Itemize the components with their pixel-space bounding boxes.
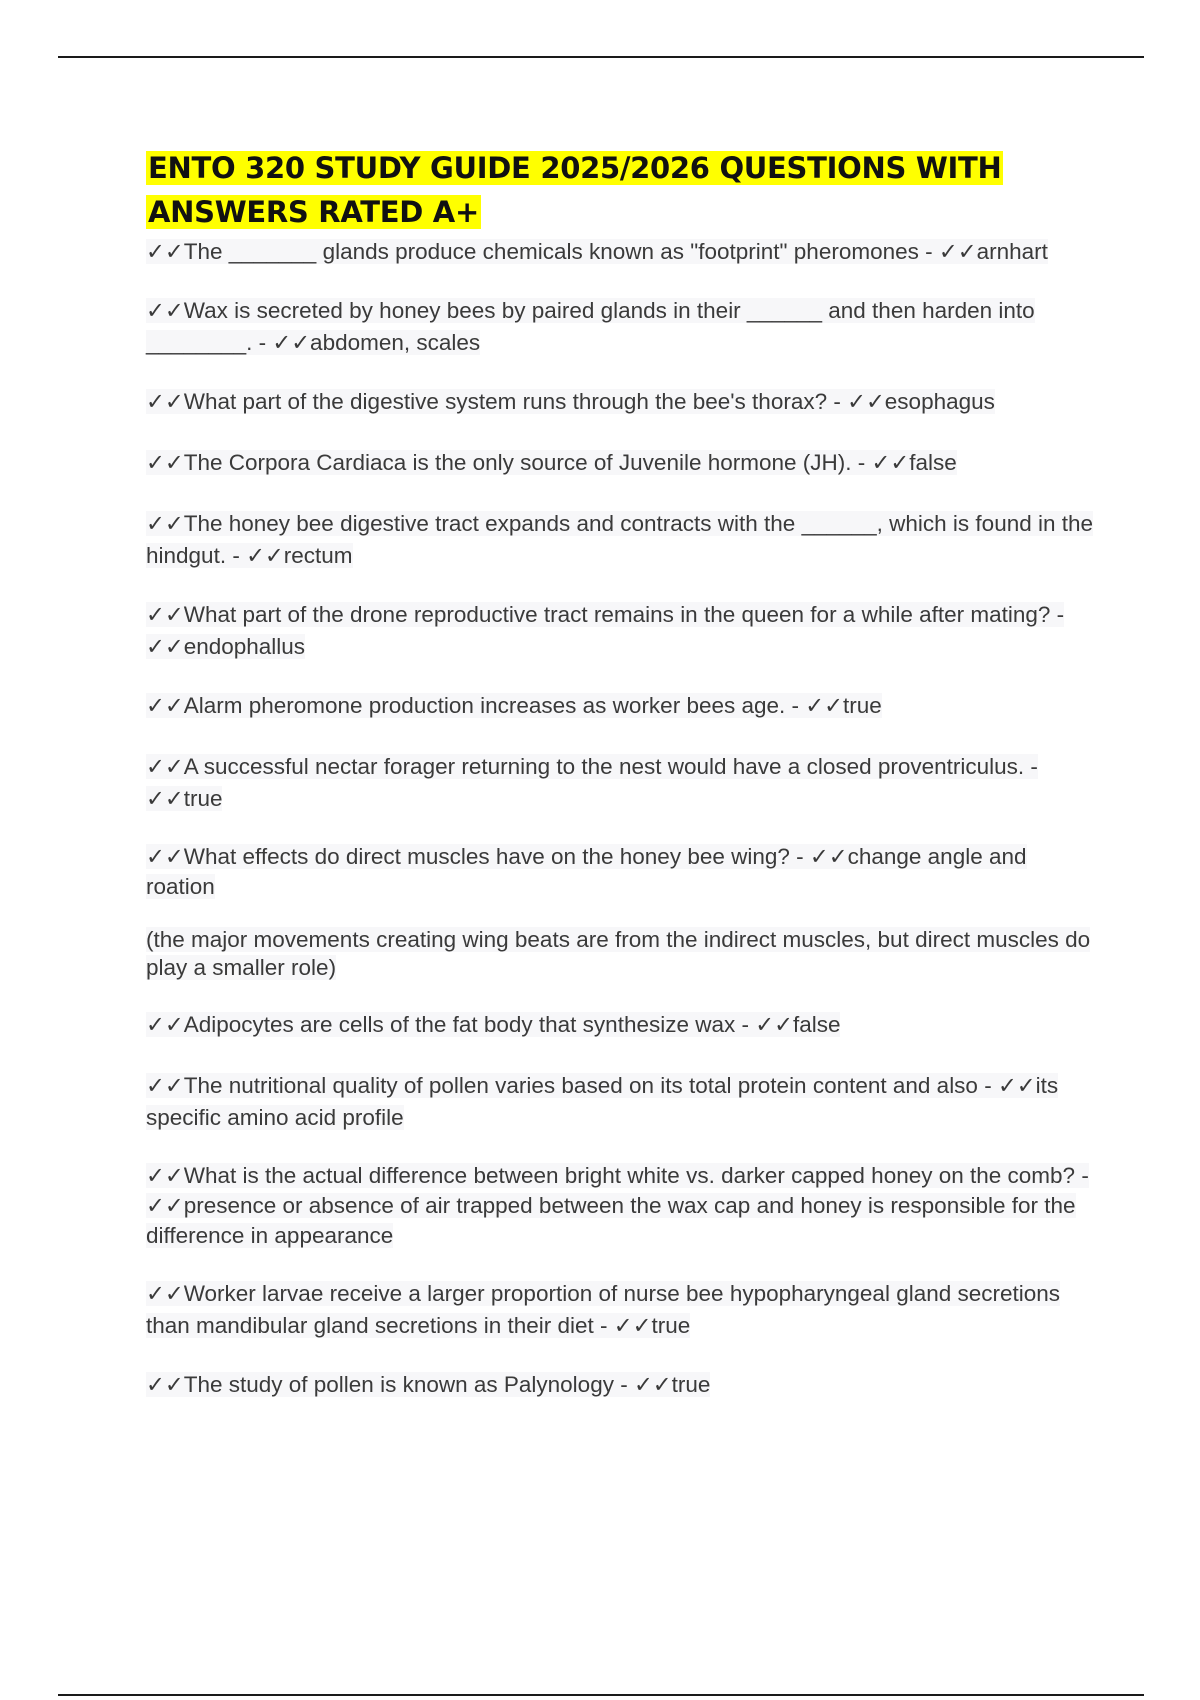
qa-item: ✓✓The honey bee digestive tract expands and contracts with the ______, which is found in the hindgut. - ✓✓rectum xyxy=(146,511,1094,568)
qa-item: ✓✓Adipocytes are cells of the fat body that synthesize wax - ✓✓false xyxy=(146,1012,841,1037)
qa-item: ✓✓The nutritional quality of pollen varies based on its total protein content and also - ✓✓its specific amino acid profile xyxy=(146,1073,1059,1130)
qa-note: (the major movements creating wing beats are from the indirect muscles, but direct muscles do play a smaller role) xyxy=(146,927,1091,980)
qa-item: ✓✓Worker larvae receive a larger proportion of nurse bee hypopharyngeal gland secretions than mandibular gland secretions in their diet - ✓✓true xyxy=(146,1281,1061,1338)
qa-item: ✓✓What part of the digestive system runs through the bee's thorax? - ✓✓esophagus xyxy=(146,389,995,414)
title-highlight: ENTO 320 STUDY GUIDE 2025/2026 QUESTIONS WITH ANSWERS RATED A+ xyxy=(148,151,1002,229)
qa-item: ✓✓What is the actual difference between bright white vs. darker capped honey on the comb? - ✓✓presence or absence of air trapped between the wax cap and honey is responsible for the difference in appearance xyxy=(146,1163,1089,1248)
qa-item: ✓✓The _______ glands produce chemicals known as "footprint" pheromones - ✓✓arnhart xyxy=(146,239,1048,264)
document-title xyxy=(146,146,1096,234)
qa-item: ✓✓A successful nectar forager returning to the nest would have a closed proventriculus. - ✓✓true xyxy=(146,754,1038,811)
qa-item: ✓✓The Corpora Cardiaca is the only source of Juvenile hormone (JH). - ✓✓false xyxy=(146,450,957,475)
qa-item: ✓✓Wax is secreted by honey bees by paired glands in their ______ and then harden into ________. - ✓✓abdomen, scales xyxy=(146,298,1035,355)
header-rule xyxy=(58,56,1144,58)
qa-item: ✓✓What part of the drone reproductive tract remains in the queen for a while after mating? - ✓✓endophallus xyxy=(146,602,1065,659)
document-page xyxy=(146,146,1096,1428)
footer-rule xyxy=(58,1694,1144,1696)
qa-item: ✓✓Alarm pheromone production increases as worker bees age. - ✓✓true xyxy=(146,693,882,718)
qa-item: ✓✓The study of pollen is known as Palynology - ✓✓true xyxy=(146,1372,711,1397)
qa-item: ✓✓What effects do direct muscles have on the honey bee wing? - ✓✓change angle and roation xyxy=(146,844,1027,899)
